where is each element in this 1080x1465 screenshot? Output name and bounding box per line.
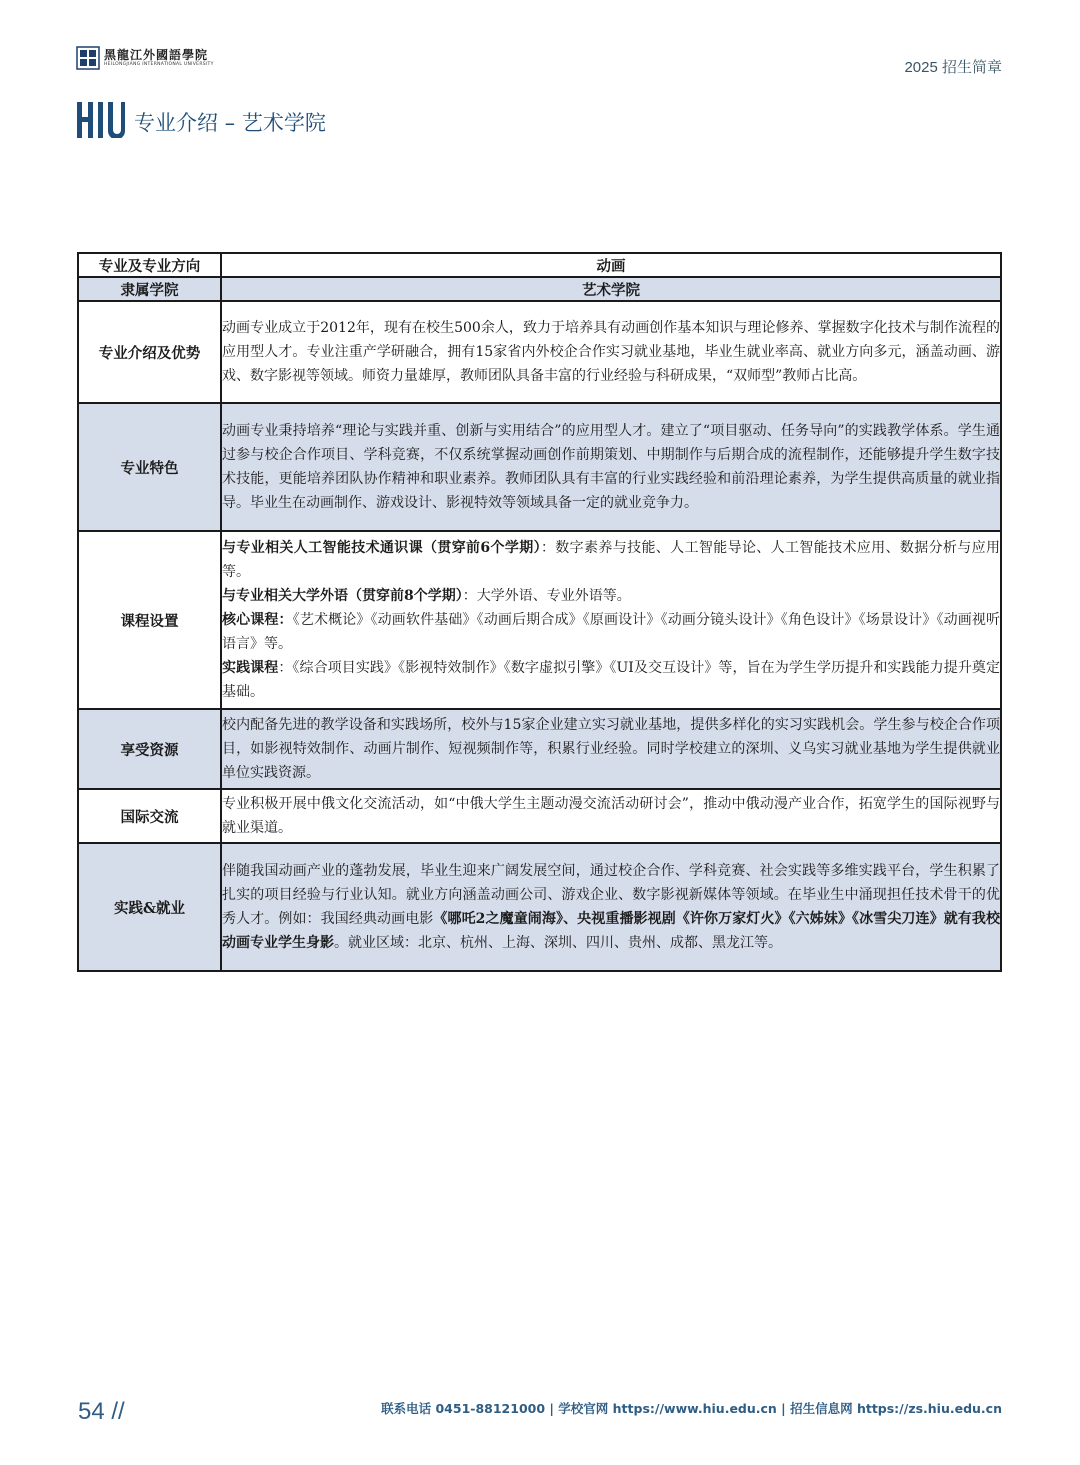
resource-label: 享受资源	[78, 709, 221, 789]
career-text-2: 。就业区域：北京、杭州、上海、深圳、四川、贵州、成都、黑龙江等。	[334, 935, 782, 951]
intl-text: 专业积极开展中俄文化交流活动，如“中俄大学生主题动漫交流活动研讨会”，推动中俄动漫产业合作，拓宽学生的国际视野与就业渠道。	[221, 789, 1001, 843]
course-ai-text: ：数字素养与技能、人工智能导论、人工智能技术应用、数据分析与应用等。	[222, 540, 1001, 580]
course-label: 课程设置	[78, 531, 221, 709]
resource-text: 校内配备先进的教学设备和实践场所，校外与15家企业建立实习就业基地，提供多样化的实习实践机会。学生参与校企合作项目，如影视特效制作、动画片制作、短视频制作等，积累行业经验。同时学校建立的深圳、义乌实习就业基地为学生提供就业单位实践资源。	[221, 709, 1001, 789]
course-ai-title: 与专业相关人工智能技术通识课（贯穿前6个学期）	[222, 540, 541, 556]
logo-chinese-name: 黑龍江外國語學院	[104, 48, 209, 62]
intl-label: 国际交流	[78, 789, 221, 843]
course-content	[221, 531, 1001, 709]
intro-text: 动画专业成立于2012年，现有在校生500余人，致力于培养具有动画创作基本知识与理论修养、掌握数字化技术与制作流程的应用型人才。专业注重产学研融合，拥有15家省内外校企合作实习就业基地，毕业生就业率高、就业方向多元，涵盖动画、游戏、数字影视等领域。师资力量雄厚，教师团队具备丰富的行业经验与科研成果，“双师型”教师占比高。	[221, 301, 1001, 403]
university-logo	[76, 46, 216, 72]
career-content	[221, 843, 1001, 971]
career-row	[78, 843, 1001, 971]
major-info-table	[77, 252, 1002, 972]
college-name: 艺术学院	[221, 277, 1001, 301]
course-ai-line	[222, 536, 1000, 584]
college-row	[78, 277, 1001, 301]
course-row	[78, 531, 1001, 709]
career-text-bold: 《哪吒2之魔童闹海》、央视重播影视剧《许你万家灯火》《六姊妹》《冰雪尖刀连》就有我校动画专业学生身影	[222, 911, 1000, 951]
feature-text: 动画专业秉持培养“理论与实践并重、创新与实用结合”的应用型人才。建立了“项目驱动、任务导向”的实践教学体系。学生通过参与校企合作项目、学科竞赛，不仅系统掌握动画创作前期策划、中期制作与后期合成的流程制作，还能够提升学生数字技术技能，更能培养团队协作精神和职业素养。教师团队具有丰富的行业实践经验和前沿理论素养，为学生提供高质量的就业指导。毕业生在动画制作、游戏设计、影视特效等领域具备一定的就业竞争力。	[221, 403, 1001, 531]
course-core-line	[222, 608, 1000, 656]
brochure-title: 2025 招生简章	[904, 59, 1002, 76]
resource-row	[78, 709, 1001, 789]
table-header-row	[78, 253, 1001, 277]
course-lang-text: ：大学外语、专业外语等。	[462, 588, 631, 604]
hiu-mark-icon	[77, 102, 125, 138]
footer-contact: 联系电话 0451-88121000 | 学校官网 https://www.hiu.edu.cn | 招生信息网 https://zs.hiu.edu.cn	[381, 1401, 1002, 1416]
page-number: 54 //	[78, 1398, 125, 1425]
logo-english-name: HEILONGJIANG INTERNATIONAL UNIVERSITY	[104, 62, 214, 67]
feature-label: 专业特色	[78, 403, 221, 531]
major-label: 专业及专业方向	[78, 253, 221, 277]
course-lang-title: 与专业相关大学外语（贯穿前8个学期）	[222, 588, 463, 604]
course-lang-line	[222, 584, 1000, 608]
college-label: 隶属学院	[78, 277, 221, 301]
career-text-1: 伴随我国动画产业的蓬勃发展，毕业生迎来广阔发展空间，通过校企合作、学科竞赛、社会实践等多维实践平台，学生积累了扎实的项目经验与行业认知。就业方向涵盖动画公司、游戏企业、数字影视新媒体等领域。在毕业生中涌现担任技术骨干的优秀人才。例如：我国经典动画电影	[222, 863, 1000, 927]
section-title: 专业介绍 – 艺术学院	[134, 111, 326, 135]
course-practice-text: ：《综合项目实践》《影视特效制作》《数字虚拟引擎》《UI及交互设计》等，旨在为学生学历提升和实践能力提升奠定基础。	[222, 660, 1001, 700]
course-practice-line	[222, 656, 1000, 704]
intro-label: 专业介绍及优势	[78, 301, 221, 403]
feature-row	[78, 403, 1001, 531]
intro-row	[78, 301, 1001, 403]
career-label: 实践&就业	[78, 843, 221, 971]
course-practice-title: 实践课程	[222, 660, 279, 676]
university-emblem-icon	[76, 46, 100, 70]
course-core-text: 《艺术概论》《动画软件基础》《动画后期合成》《原画设计》《动画分镜头设计》《角色设计》《场景设计》《动画视听语言》等。	[222, 612, 1001, 652]
course-core-title: 核心课程：	[222, 612, 293, 628]
major-name: 动画	[221, 253, 1001, 277]
intl-row	[78, 789, 1001, 843]
